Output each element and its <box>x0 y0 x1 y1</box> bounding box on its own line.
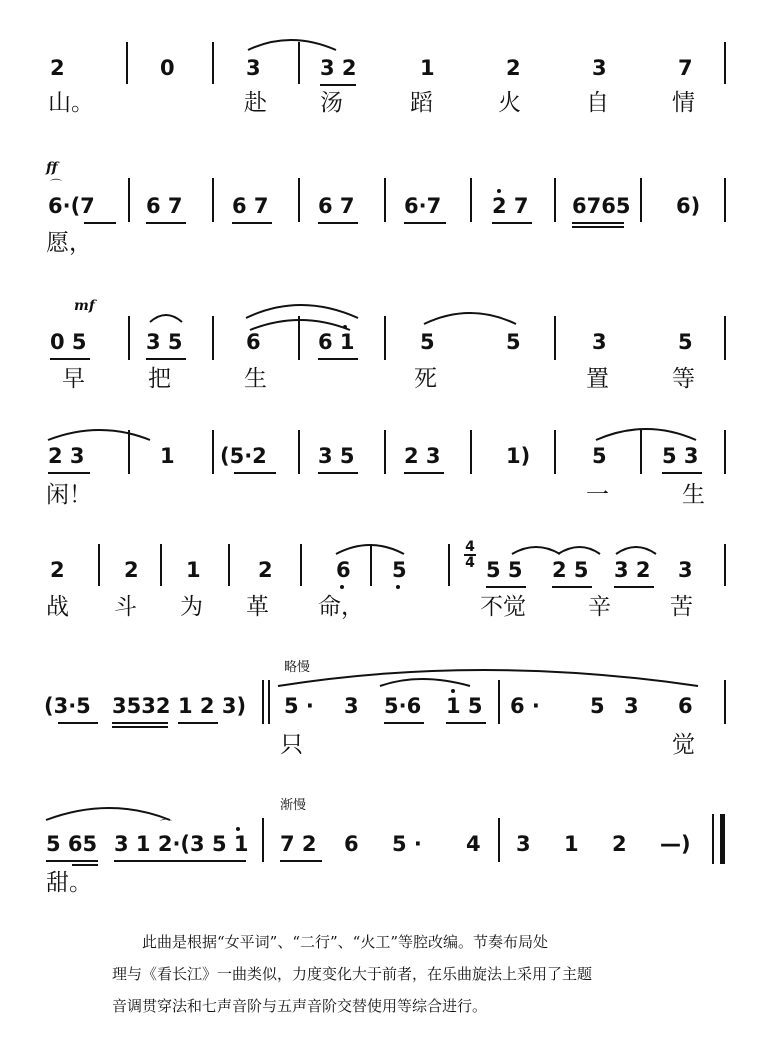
lyric: 山。 <box>48 90 94 116</box>
note: 5 <box>592 444 607 468</box>
lyric: 火 <box>498 90 521 116</box>
bar-line <box>724 544 726 586</box>
bar-line <box>298 316 300 360</box>
bar-line <box>160 544 162 586</box>
lyric: 觉 <box>672 732 695 758</box>
underline <box>384 722 424 724</box>
tempo-mark: 略慢 <box>284 660 311 675</box>
lyric: 不觉 <box>480 594 526 620</box>
footnote-line: 此曲是根据“女平词”、“二行”、“火工”等腔改编。节奏布局处 <box>142 933 549 951</box>
note: 3 5 <box>146 330 183 354</box>
tempo-mark: 渐慢 <box>280 798 307 813</box>
bar-line <box>262 818 264 862</box>
bar-line <box>384 178 386 222</box>
lyric: 斗 <box>114 594 137 620</box>
lyric: 辛 <box>588 594 611 620</box>
underline <box>552 586 592 588</box>
high-octave-dot <box>451 689 455 693</box>
underline <box>234 472 276 474</box>
bar-line <box>128 430 130 474</box>
underline <box>50 358 90 360</box>
underline <box>58 722 98 724</box>
high-octave-dot <box>497 189 501 193</box>
note: 2 <box>258 558 273 582</box>
note: 5 3 <box>662 444 699 468</box>
slur <box>246 305 358 318</box>
underline <box>318 222 358 224</box>
bar-line <box>228 544 230 586</box>
note: 1 5 <box>446 694 483 718</box>
note: 2 <box>50 558 65 582</box>
time-signature <box>464 540 476 570</box>
underline <box>572 222 624 224</box>
underline <box>46 860 98 862</box>
note: 1) <box>506 444 531 468</box>
note: 3 <box>516 832 531 856</box>
underline <box>320 84 356 86</box>
underline <box>446 722 486 724</box>
slur <box>48 430 150 440</box>
note: 2 7 <box>492 194 529 218</box>
note: 4 <box>466 832 481 856</box>
underline <box>404 472 444 474</box>
lyric: 蹈 <box>410 90 433 116</box>
note: (3·5 <box>44 694 91 718</box>
lyric: 汤 <box>320 90 343 116</box>
note: 6 <box>344 832 359 856</box>
bar-line <box>98 544 100 586</box>
bar-line <box>212 178 214 222</box>
bar-line <box>640 430 642 474</box>
bar-line <box>724 178 726 222</box>
note: 6 7 <box>318 194 355 218</box>
slur <box>278 670 698 686</box>
underline <box>318 358 358 360</box>
note: 1 <box>564 832 579 856</box>
note: 5·6 <box>384 694 422 718</box>
lyric: 把 <box>148 366 171 392</box>
bar-line <box>470 178 472 222</box>
underline <box>318 472 358 474</box>
bar-line <box>212 430 214 474</box>
lyric: 置 <box>586 366 609 392</box>
bar-line <box>498 818 500 862</box>
underline <box>232 222 272 224</box>
lyric: 甜。 <box>46 870 92 896</box>
time-signature-bottom: 4 <box>465 555 475 571</box>
note: 3 <box>592 330 607 354</box>
slur <box>46 808 170 820</box>
final-bar-line-thin <box>712 814 714 864</box>
note: 2 5 <box>552 558 589 582</box>
note: 1 2 3) <box>178 694 247 718</box>
lyric: 只 <box>280 732 303 758</box>
bar-line <box>298 430 300 474</box>
final-bar-line-thick <box>720 814 725 864</box>
note: 6·(7 <box>48 194 95 218</box>
time-signature-top: 4 <box>465 539 475 555</box>
note: 6 · <box>510 694 540 718</box>
footnote-line: 理与《看长江》一曲类似，力度变化大于前者，在乐曲旋法上采用了主题 <box>112 965 593 983</box>
slur <box>616 547 656 554</box>
underline <box>112 722 168 724</box>
lyric: 早 <box>62 366 85 392</box>
low-octave-dot <box>396 585 400 589</box>
dynamic-mf: mf <box>74 298 95 314</box>
note: 6 <box>336 558 351 582</box>
high-octave-dot <box>236 827 240 831</box>
bar-line <box>300 544 302 586</box>
lyric: 生 <box>682 482 705 508</box>
note: —) <box>660 832 691 856</box>
note: 3 5 <box>318 444 355 468</box>
low-octave-dot <box>340 585 344 589</box>
lyric: 愿， <box>46 230 92 256</box>
slur <box>248 40 336 50</box>
note: 2 <box>50 56 65 80</box>
bar-line <box>384 430 386 474</box>
note: 5 65 <box>46 832 98 856</box>
note: 5 5 <box>486 558 523 582</box>
note: 1 <box>186 558 201 582</box>
note: 5 <box>590 694 605 718</box>
note: 1 <box>160 444 175 468</box>
slur <box>380 679 470 686</box>
underline <box>486 586 526 588</box>
note: 3 <box>624 694 639 718</box>
lyric: 自 <box>586 90 609 116</box>
dynamic-ff: ff <box>46 160 58 176</box>
bar-line <box>554 430 556 474</box>
underline <box>280 860 322 862</box>
bar-line <box>212 42 214 84</box>
lyric: 生 <box>244 366 267 392</box>
underline <box>114 860 246 862</box>
note: 3 <box>678 558 693 582</box>
underline <box>404 222 446 224</box>
bar-line <box>384 316 386 360</box>
bar-line <box>126 42 128 84</box>
note: 7 2 <box>280 832 317 856</box>
underline <box>48 472 90 474</box>
note: 0 <box>160 56 175 80</box>
note: 6 7 <box>232 194 269 218</box>
note: 3 2 <box>320 56 357 80</box>
note: 1 <box>420 56 435 80</box>
note: 3 1 2·(3 5 1 <box>114 832 249 856</box>
bar-line <box>262 680 264 724</box>
lyric: 一 <box>586 482 609 508</box>
footnote-line: 音调贯穿法和七声音阶与五声音阶交替使用等综合进行。 <box>112 997 488 1015</box>
fermata-mark: ⌒ <box>160 818 173 832</box>
lyric: 为 <box>180 594 203 620</box>
lyric: 苦 <box>670 594 693 620</box>
lyric: 情 <box>672 90 695 116</box>
note: 3 <box>592 56 607 80</box>
note: 5 <box>420 330 435 354</box>
bar-line <box>268 680 270 724</box>
bar-line <box>554 178 556 222</box>
underline <box>146 358 186 360</box>
note: 6 7 <box>146 194 183 218</box>
bar-line <box>128 178 130 222</box>
underline <box>492 222 532 224</box>
underline <box>614 586 654 588</box>
note: 6 1 <box>318 330 355 354</box>
bar-line <box>640 178 642 222</box>
slur <box>558 547 600 554</box>
bar-line <box>470 430 472 474</box>
slur <box>424 313 516 324</box>
lyric: 赴 <box>244 90 267 116</box>
note: 2 3 <box>404 444 441 468</box>
bar-line <box>448 544 450 586</box>
slur <box>250 320 350 330</box>
lyric: 等 <box>672 366 695 392</box>
slur <box>512 547 560 554</box>
note: 6 <box>246 330 261 354</box>
slur <box>596 429 696 440</box>
high-octave-dot <box>343 325 347 329</box>
note: 6) <box>676 194 701 218</box>
note: (5·2 <box>220 444 267 468</box>
bar-line <box>298 178 300 222</box>
bar-line <box>724 430 726 474</box>
bar-line <box>724 680 726 724</box>
note: 5 · <box>392 832 422 856</box>
underline <box>146 222 186 224</box>
underline <box>572 226 624 228</box>
bar-line <box>298 42 300 84</box>
lyric: 命， <box>318 594 364 620</box>
note: 3 <box>246 56 261 80</box>
lyric: 死 <box>414 366 437 392</box>
note: 3532 <box>112 694 171 718</box>
note: 5 · <box>284 694 314 718</box>
bar-line <box>128 316 130 360</box>
slur <box>150 315 182 322</box>
bar-line <box>498 680 500 724</box>
bar-line <box>724 42 726 84</box>
note: 5 <box>678 330 693 354</box>
note: 5 <box>506 330 521 354</box>
note: 2 <box>612 832 627 856</box>
underline <box>112 726 168 728</box>
note: 7 <box>678 56 693 80</box>
note: 0 5 <box>50 330 87 354</box>
underline <box>72 864 98 866</box>
lyric: 革 <box>246 594 269 620</box>
underline <box>84 222 116 224</box>
note: 6·7 <box>404 194 442 218</box>
note: 2 <box>506 56 521 80</box>
underline <box>178 722 218 724</box>
underline <box>662 472 702 474</box>
lyric: 闲！ <box>46 482 92 508</box>
note: 2 <box>124 558 139 582</box>
bar-line <box>554 316 556 360</box>
bar-line <box>370 544 372 586</box>
note: 3 <box>344 694 359 718</box>
bar-line <box>212 316 214 360</box>
note: 3 2 <box>614 558 651 582</box>
note: 5 <box>392 558 407 582</box>
note: 6 <box>678 694 693 718</box>
lyric: 战 <box>46 594 69 620</box>
note: 6765 <box>572 194 631 218</box>
note: 2 3 <box>48 444 85 468</box>
bar-line <box>724 316 726 360</box>
fermata-mark: ⌒ <box>50 178 63 192</box>
